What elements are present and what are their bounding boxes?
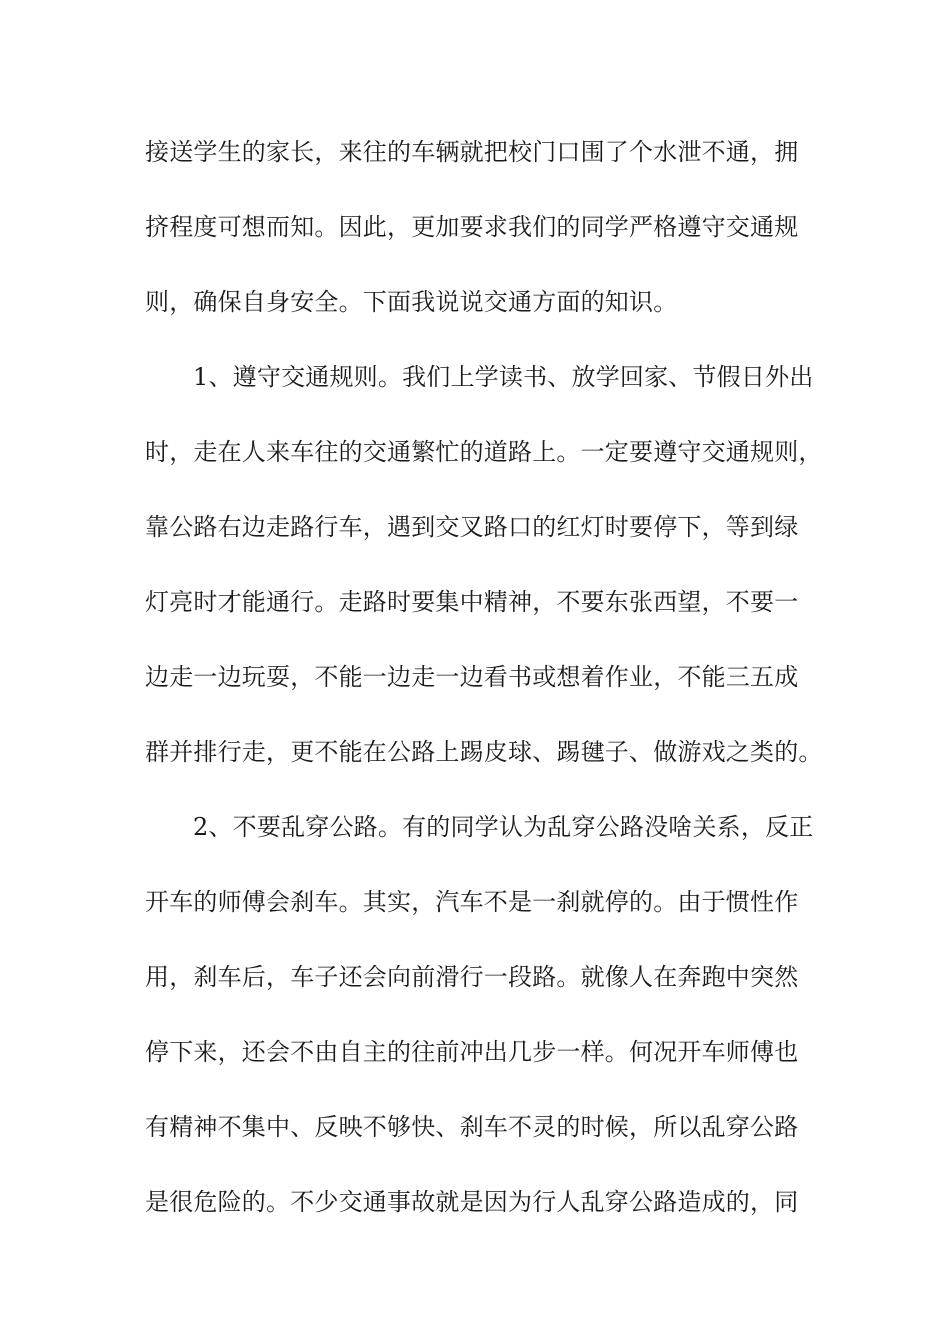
text-line: 有精神不集中、反映不够快、刹车不灵的时候，所以乱穿公路 [145, 1113, 799, 1141]
text-line: 是很危险的。不少交通事故就是因为行人乱穿公路造成的，同 [145, 1188, 799, 1216]
text-line: 挤程度可想而知。因此，更加要求我们的同学严格遵守交通规 [145, 213, 799, 241]
numbered-item-1-first-line: 1、遵守交通规则。我们上学读书、放学回家、节假日外出 [193, 363, 814, 391]
text-line: 开车的师傅会刹车。其实，汽车不是一刹就停的。由于惯性作 [145, 888, 799, 916]
text-line: 边走一边玩耍，不能一边走一边看书或想着作业，不能三五成 [145, 663, 799, 691]
numbered-item-2-first-line: 2、不要乱穿公路。有的同学认为乱穿公路没啥关系，反正 [193, 813, 814, 841]
text-line: 灯亮时才能通行。走路时要集中精神，不要东张西望，不要一 [145, 588, 799, 616]
text-line: 则，确保自身安全。下面我说说交通方面的知识。 [145, 288, 678, 316]
text-line: 用，刹车后，车子还会向前滑行一段路。就像人在奔跑中突然 [145, 963, 799, 991]
text-line: 时，走在人来车往的交通繁忙的道路上。一定要遵守交通规则， [145, 438, 823, 466]
text-line: 接送学生的家长，来往的车辆就把校门口围了个水泄不通，拥 [145, 138, 799, 166]
text-line: 群并排行走，更不能在公路上踢皮球、踢毽子、做游戏之类的。 [145, 738, 823, 766]
text-line: 停下来，还会不由自主的往前冲出几步一样。何况开车师傅也 [145, 1038, 799, 1066]
text-line: 靠公路右边走路行车，遇到交叉路口的红灯时要停下，等到绿 [145, 513, 799, 541]
